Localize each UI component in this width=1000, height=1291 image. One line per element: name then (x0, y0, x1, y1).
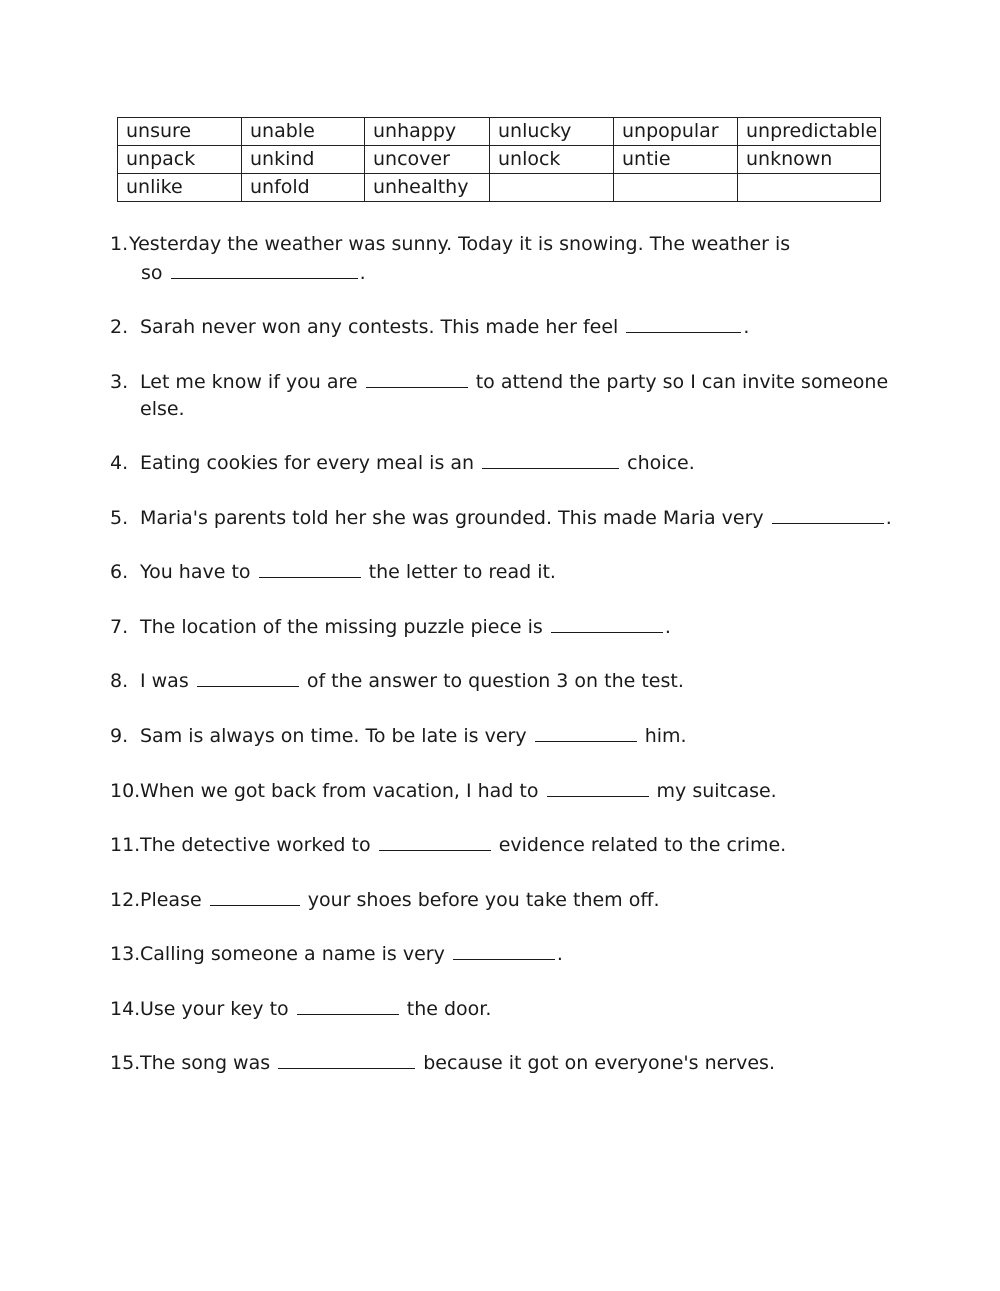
word-bank-cell: unlock (490, 146, 614, 174)
question-10 (110, 776, 880, 805)
answer-blank[interactable] (210, 885, 300, 906)
word-bank-cell: unpopular (614, 118, 738, 146)
question-text: I was (140, 670, 189, 692)
question-text: the letter to read it. (368, 561, 556, 583)
question-text: . (885, 507, 892, 529)
question-number: 8. (110, 670, 129, 692)
question-text: to attend the party so I can invite someone (475, 371, 889, 393)
question-12 (110, 885, 880, 914)
question-number: 10. (110, 780, 141, 802)
word-bank-cell: unlike (118, 174, 242, 202)
question-number: 11. (110, 834, 141, 856)
word-bank-cell (614, 174, 738, 202)
word-bank-row (118, 174, 881, 202)
question-9 (110, 721, 880, 750)
question-text: Sam is always on time. To be late is very (140, 725, 527, 747)
word-bank-cell: unable (242, 118, 365, 146)
word-bank-cell: unhealthy (365, 174, 490, 202)
question-text: Let me know if you are (140, 371, 358, 393)
word-bank-cell: unpack (118, 146, 242, 174)
question-text: your shoes before you take them off. (307, 889, 660, 911)
question-number: 3. (110, 371, 129, 393)
question-text: Please (140, 889, 202, 911)
question-text: Maria's parents told her she was grounded. This made Maria very (140, 507, 764, 529)
word-bank-cell: untie (614, 146, 738, 174)
answer-blank[interactable] (453, 939, 555, 960)
answer-blank[interactable] (626, 312, 741, 333)
question-text: my suitcase. (656, 780, 777, 802)
question-4 (110, 448, 880, 477)
question-text: Yesterday the weather was sunny. Today it is snowing. The weather is (129, 233, 791, 255)
question-number: 1. (110, 233, 129, 255)
question-6 (110, 557, 880, 586)
question-8 (110, 666, 880, 695)
question-text: The location of the missing puzzle piece is (140, 616, 543, 638)
word-bank-cell: unsure (118, 118, 242, 146)
question-text: else. (140, 398, 185, 420)
question-7 (110, 612, 880, 641)
question-text: Sarah never won any contests. This made her feel (140, 316, 619, 338)
word-bank-cell: unfold (242, 174, 365, 202)
question-11 (110, 830, 880, 859)
question-text: choice. (627, 452, 695, 474)
question-number: 6. (110, 561, 129, 583)
question-3 (110, 367, 889, 423)
question-2 (110, 312, 880, 341)
question-text: You have to (140, 561, 251, 583)
question-text: The detective worked to (140, 834, 371, 856)
question-number: 13. (110, 943, 141, 965)
answer-blank[interactable] (297, 994, 399, 1015)
word-bank-table (117, 117, 881, 202)
word-bank-cell: unpredictable (738, 118, 881, 146)
question-text: . (664, 616, 671, 638)
question-number: 7. (110, 616, 129, 638)
question-text: The song was (140, 1052, 271, 1074)
question-text: evidence related to the crime. (498, 834, 787, 856)
question-text: Calling someone a name is very (140, 943, 445, 965)
question-text: him. (644, 725, 687, 747)
question-text: When we got back from vacation, I had to (140, 780, 539, 802)
question-number: 15. (110, 1052, 141, 1074)
word-bank-row (118, 146, 881, 174)
question-text: Eating cookies for every meal is an (140, 452, 475, 474)
question-text: . (743, 316, 750, 338)
word-bank-cell: unkind (242, 146, 365, 174)
question-1 (110, 231, 880, 287)
word-bank-cell: unlucky (490, 118, 614, 146)
answer-blank[interactable] (551, 612, 663, 633)
question-13 (110, 939, 880, 968)
word-bank-row (118, 118, 881, 146)
question-text: the door. (406, 998, 492, 1020)
answer-blank[interactable] (535, 721, 637, 742)
answer-blank[interactable] (379, 830, 491, 851)
question-number: 2. (110, 316, 129, 338)
answer-blank[interactable] (482, 448, 619, 469)
word-bank-cell: unknown (738, 146, 881, 174)
word-bank-cell (490, 174, 614, 202)
question-number: 12. (110, 889, 141, 911)
question-14 (110, 994, 880, 1023)
question-text: Use your key to (140, 998, 289, 1020)
word-bank-cell: uncover (365, 146, 490, 174)
question-15 (110, 1048, 880, 1077)
question-5 (110, 503, 892, 532)
question-text: . (359, 262, 366, 284)
answer-blank[interactable] (278, 1048, 415, 1069)
question-number: 14. (110, 998, 141, 1020)
question-text: because it got on everyone's nerves. (423, 1052, 775, 1074)
question-number: 5. (110, 507, 129, 529)
word-bank-cell (738, 174, 881, 202)
answer-blank[interactable] (197, 666, 299, 687)
question-number: 9. (110, 725, 129, 747)
word-bank-cell: unhappy (365, 118, 490, 146)
answer-blank[interactable] (547, 776, 649, 797)
answer-blank[interactable] (259, 557, 361, 578)
question-text: so (141, 262, 163, 284)
answer-blank[interactable] (772, 503, 884, 524)
question-text: . (556, 943, 563, 965)
question-text: of the answer to question 3 on the test. (306, 670, 684, 692)
question-number: 4. (110, 452, 129, 474)
answer-blank[interactable] (171, 258, 358, 279)
answer-blank[interactable] (366, 367, 468, 388)
